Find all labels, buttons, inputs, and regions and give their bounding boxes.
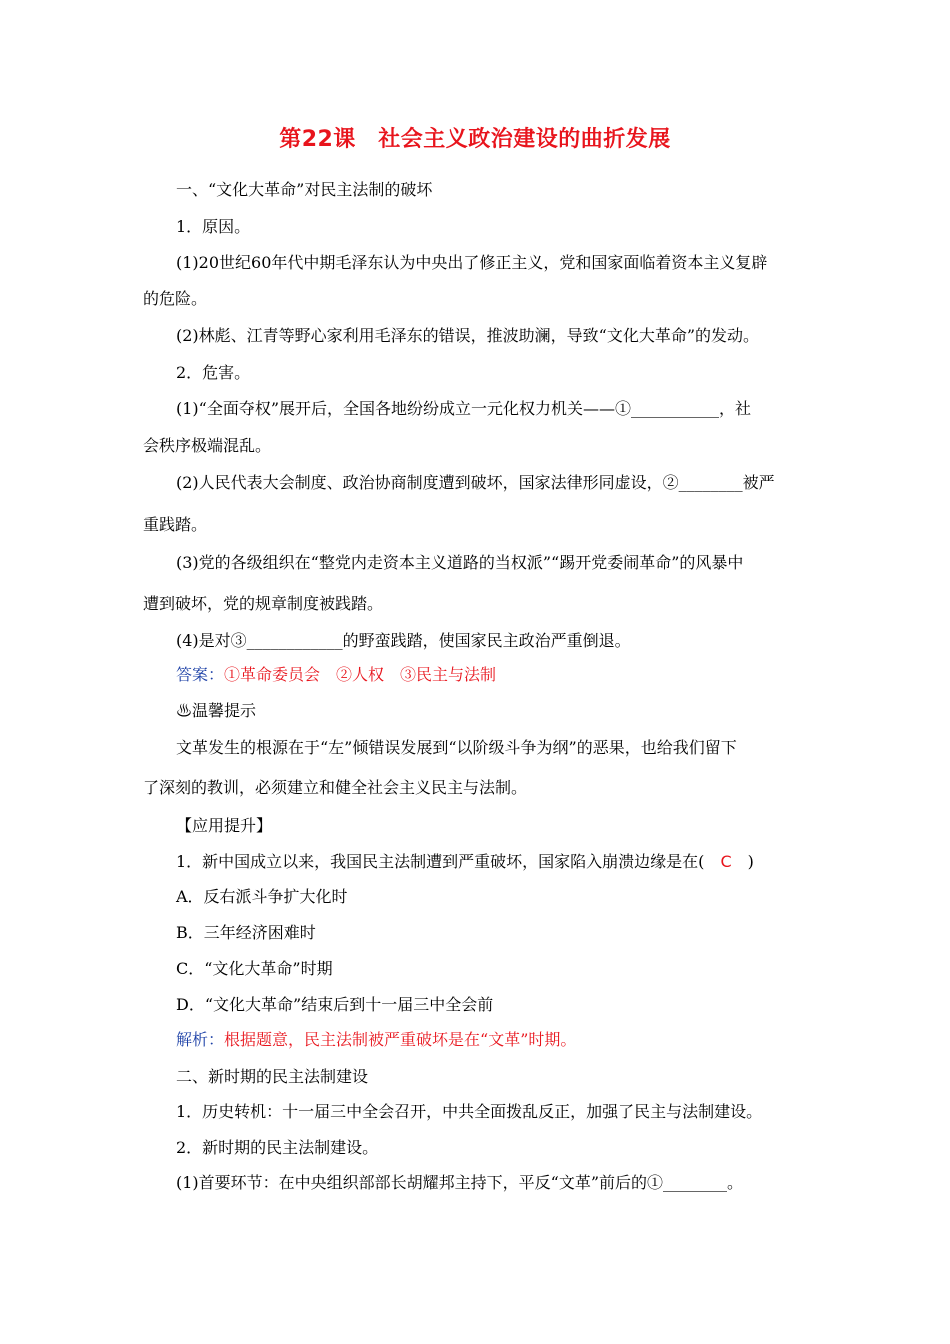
option-c: C．“文化大革命”时期 <box>176 959 333 978</box>
option-a: A．反右派斗争扩大化时 <box>176 887 348 906</box>
s2-item-2-1: (1)首要环节：在中央组织部部长胡耀邦主持下，平反“文革”前后的①________。 <box>176 1173 744 1192</box>
cause-label: 1．原因。 <box>176 217 251 236</box>
cause-1-line-b: 的危险。 <box>143 289 208 308</box>
harm-3-line-a: (3)党的各级组织在“整党内走资本主义道路的当权派”“踢开党委闹革命”的风暴中 <box>176 553 744 572</box>
harm-3-line-b: 遭到破坏，党的规章制度被践踏。 <box>143 594 384 613</box>
harm-label: 2．危害。 <box>176 363 251 382</box>
option-d: D．“文化大革命”结束后到十一届三中全会前 <box>176 995 494 1014</box>
analysis-label: 解析： <box>176 1030 225 1049</box>
tip-line-a: 文革发生的根源在于“左”倾错误发展到“以阶级斗争为纲”的恶果，也给我们留下 <box>176 738 737 757</box>
answer-label: 答案： <box>176 665 225 684</box>
analysis-line <box>176 1029 576 1051</box>
option-b: B．三年经济困难时 <box>176 923 316 942</box>
question-1-close: ) <box>731 852 754 871</box>
answer-line <box>176 664 496 686</box>
apply-label: 【应用提升】 <box>176 816 273 835</box>
lesson-title: 第22课 社会主义政治建设的曲折发展 <box>279 127 671 152</box>
answer-text: ①革命委员会 ②人权 ③民主与法制 <box>224 665 497 684</box>
tip-line-b: 了深刻的教训，必须建立和健全社会主义民主与法制。 <box>143 778 528 797</box>
section-heading-2: 二、新时期的民主法制建设 <box>176 1067 369 1086</box>
question-1-answer: C <box>720 852 732 871</box>
cause-2: (2)林彪、江青等野心家利用毛泽东的错误，推波助澜，导致“文化大革命”的发动。 <box>176 326 760 345</box>
cause-1-line-a: (1)20世纪60年代中期毛泽东认为中央出了修正主义，党和国家面临着资本主义复辟 <box>176 253 768 272</box>
harm-4: (4)是对③____________的野蛮践踏，使国家民主政治严重倒退。 <box>176 631 631 650</box>
s2-item-2: 2．新时期的民主法制建设。 <box>176 1138 379 1157</box>
harm-1-line-b: 会秩序极端混乱。 <box>143 436 272 455</box>
s2-item-1: 1．历史转机：十一届三中全会召开，中共全面拨乱反正，加强了民主与法制建设。 <box>176 1102 763 1121</box>
question-1 <box>176 851 754 873</box>
harm-1-line-a: (1)“全面夺权”展开后，全国各地纷纷成立一元化权力机关——①___________，社 <box>176 399 752 418</box>
harm-2-line-b: 重践踏。 <box>143 515 208 534</box>
analysis-text: 根据题意，民主法制被严重破坏是在“文革”时期。 <box>224 1030 577 1049</box>
harm-2-line-a: (2)人民代表大会制度、政治协商制度遭到破坏，国家法律形同虚设，②________被严 <box>176 473 775 492</box>
section-heading-1: 一、“文化大革命”对民主法制的破坏 <box>176 180 433 199</box>
tip-label: ♨温馨提示 <box>176 701 257 720</box>
question-1-text: 1．新中国成立以来，我国民主法制遭到严重破坏，国家陷入崩溃边缘是在( <box>176 852 721 871</box>
